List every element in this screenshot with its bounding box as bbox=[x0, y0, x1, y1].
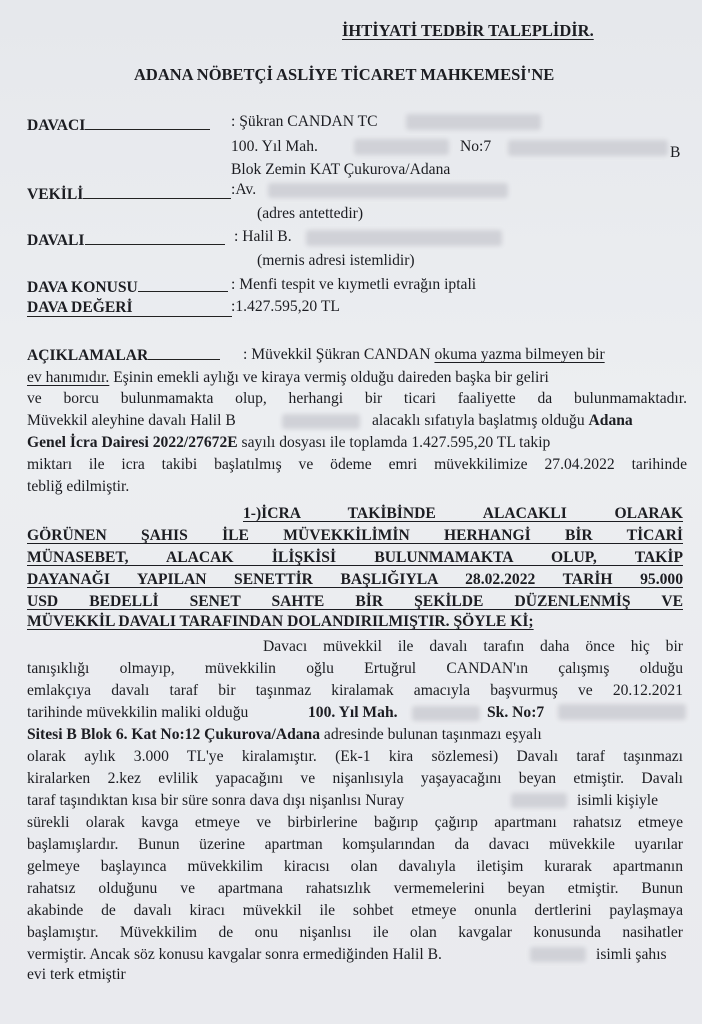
paragraph-1-line: tebliğ edilmiştir. bbox=[27, 478, 130, 495]
section-heading-line: DAYANAĞI YAPILAN SENETTİR BAŞLIĞIYLA 28.02.2022 TARİH 95.000 bbox=[27, 571, 683, 588]
redaction bbox=[406, 114, 541, 130]
section-heading-line: 1-)İCRA TAKİBİNDE ALACAKLI OLARAK bbox=[243, 505, 683, 522]
paragraph-2-line: gelmeye başlayınca müvekkilim kiracısı olan davalıyla iletişim kurarak apartmanın bbox=[27, 858, 683, 875]
paragraph-2-line: sürekli olarak kavga etmeye ve birbirlerine bağırıp çağırıp apartmanı rahatsız etmeye bbox=[27, 814, 683, 831]
court-title: ADANA NÖBETÇİ ASLİYE TİCARET MAHKEMESİ'NE bbox=[134, 65, 555, 84]
davali-note: (mernis adresi istemlidir) bbox=[257, 252, 415, 269]
paragraph-2-line: akabinde de davalı kiracı müvekkil ile sohbet etmeye onunla dertlerini paylaşmaya bbox=[27, 902, 683, 919]
paragraph-1-line: ve borcu bulunmamakta olup, herhangi bir ticari faaliyette da bulunmamaktadır. bbox=[27, 390, 687, 407]
paragraph-2-line: isimli şahıs bbox=[596, 946, 667, 963]
paragraph-2-line: tanışıklığı olmayıp, müvekkilin oğlu Ertuğrul CANDAN'ın çalışmış olduğu bbox=[27, 660, 683, 677]
paragraph-2-line: emlakçıya davalı taraf bir taşınmaz kiralamak amacıyla başvurmuş ve 20.12.2021 bbox=[27, 682, 683, 699]
dava-degeri-value: :1.427.595,20 TL bbox=[231, 298, 340, 315]
paragraph-2-line: vermiştir. Ancak söz konusu kavgalar sonra ermediğinden Halil B. bbox=[27, 946, 442, 963]
redaction bbox=[354, 139, 449, 155]
vekili-note: (adres antettedir) bbox=[257, 205, 364, 222]
dava-konusu-label: DAVA KONUSU bbox=[27, 279, 228, 297]
paragraph-2-line: olarak aylık 3.000 TL'ye kiralamıştır. (Ek-1 kira sözlemesi) Davalı taraf taşınmazı bbox=[27, 748, 683, 765]
section-heading-line: USD BEDELLİ SENET SAHTE BİR ŞEKİLDE DÜZENLENMİŞ VE bbox=[27, 593, 683, 610]
paragraph-2-line: tarihinde müvekkilin maliki olduğu bbox=[27, 704, 249, 721]
section-heading-line: MÜNASEBET, ALACAK İLİŞKİSİ BULUNMAMAKTA OLUP, TAKİP bbox=[27, 549, 683, 566]
paragraph-1-line: : Müvekkil Şükran CANDAN okuma yazma bilmeyen bir bbox=[243, 346, 605, 363]
davali-name: : Halil B. bbox=[234, 228, 292, 245]
dava-degeri-label: DAVA DEĞERİ bbox=[27, 299, 133, 316]
redaction bbox=[511, 793, 567, 808]
paragraph-2-line: isimli kişiyle bbox=[577, 792, 659, 809]
paragraph-2-line: Sitesi B Blok 6. Kat No:12 Çukurova/Adana adresinde bulunan taşınmazı eşyalı bbox=[27, 726, 542, 743]
paragraph-2-line: kiralarken 2.kez evlilik yapacağını ve nişanlısıyla yaşayacağını beyan etmiştir. Davalı bbox=[27, 770, 683, 787]
paragraph-2-line: rahatsız olduğunu ve apartmana rahatsızlık vermemelerini beyan etmiştir. Bunun bbox=[27, 880, 683, 897]
paragraph-1-line: ev hanımıdır. Eşinin emekli aylığı ve kiraya vermiş olduğu daireden başka bir geliri bbox=[27, 369, 549, 386]
redaction bbox=[530, 947, 586, 962]
redaction bbox=[282, 414, 360, 429]
redaction bbox=[412, 706, 480, 721]
aciklamalar-label: AÇIKLAMALAR bbox=[27, 347, 220, 365]
vekili-name: :Av. bbox=[231, 181, 257, 198]
davaci-name: : Şükran CANDAN TC bbox=[231, 113, 378, 130]
davali-label: DAVALI bbox=[27, 232, 225, 250]
dava-konusu-value: : Menfi tespit ve kıymetli evrağın iptali bbox=[231, 276, 477, 293]
divider bbox=[27, 316, 232, 317]
davaci-door-no: No:7 bbox=[460, 138, 492, 155]
davaci-address-1: 100. Yıl Mah. bbox=[231, 138, 318, 155]
paragraph-1-line: Müvekkil aleyhine davalı Halil B bbox=[27, 412, 236, 429]
redaction bbox=[268, 183, 508, 198]
paragraph-2-line: evi terk etmiştir bbox=[27, 966, 126, 983]
paragraph-1-line: alacaklı sıfatıyla başlatmış olduğu Adana bbox=[372, 412, 633, 429]
redaction bbox=[306, 230, 502, 246]
section-heading-line: MÜVEKKİL DAVALI TARAFINDAN DOLANDIRILMIŞTIR. ŞÖYLE Kİ; bbox=[27, 613, 534, 630]
davaci-address-2: Blok Zemin KAT Çukurova/Adana bbox=[231, 161, 451, 178]
redaction bbox=[558, 704, 686, 720]
paragraph-2-line: başlamışlardır. Bunun üzerine apartman komşularından da davacı müvekkile uyarılar bbox=[27, 836, 683, 853]
redaction bbox=[508, 140, 668, 156]
paragraph-1-line: miktarı ile icra takibi başlatılmış ve ödeme emri müvekkilimize 27.04.2022 tarihinde bbox=[27, 456, 687, 473]
davaci-label: DAVACI bbox=[27, 117, 210, 135]
paragraph-1-line: Genel İcra Dairesi 2022/27672E sayılı dosyası ile toplamda 1.427.595,20 TL takip bbox=[27, 434, 551, 451]
paragraph-2-street: 100. Yıl Mah. bbox=[308, 704, 398, 721]
paragraph-2-line: taraf taşındıktan kısa bir süre sonra dava dışı nişanlısı Nuray bbox=[27, 792, 405, 809]
vekili-label: VEKİLİ bbox=[27, 186, 231, 204]
section-heading-line: GÖRÜNEN ŞAHIS İLE MÜVEKKİLİMİN HERHANGİ BİR TİCARİ bbox=[27, 527, 683, 544]
top-notice: İHTİYATİ TEDBİR TALEPLİDİR. bbox=[342, 21, 594, 40]
paragraph-2-line: başlamıştır. Müvekkilim de onu nişanlısı ile olan kavgalar konusunda nasihatler bbox=[27, 924, 683, 941]
paragraph-2-street-no: Sk. No:7 bbox=[487, 704, 545, 721]
paragraph-2-line: Davacı müvekkil ile davalı tarafın daha önce hiç bir bbox=[263, 638, 683, 655]
davaci-block-letter: B bbox=[670, 144, 681, 161]
